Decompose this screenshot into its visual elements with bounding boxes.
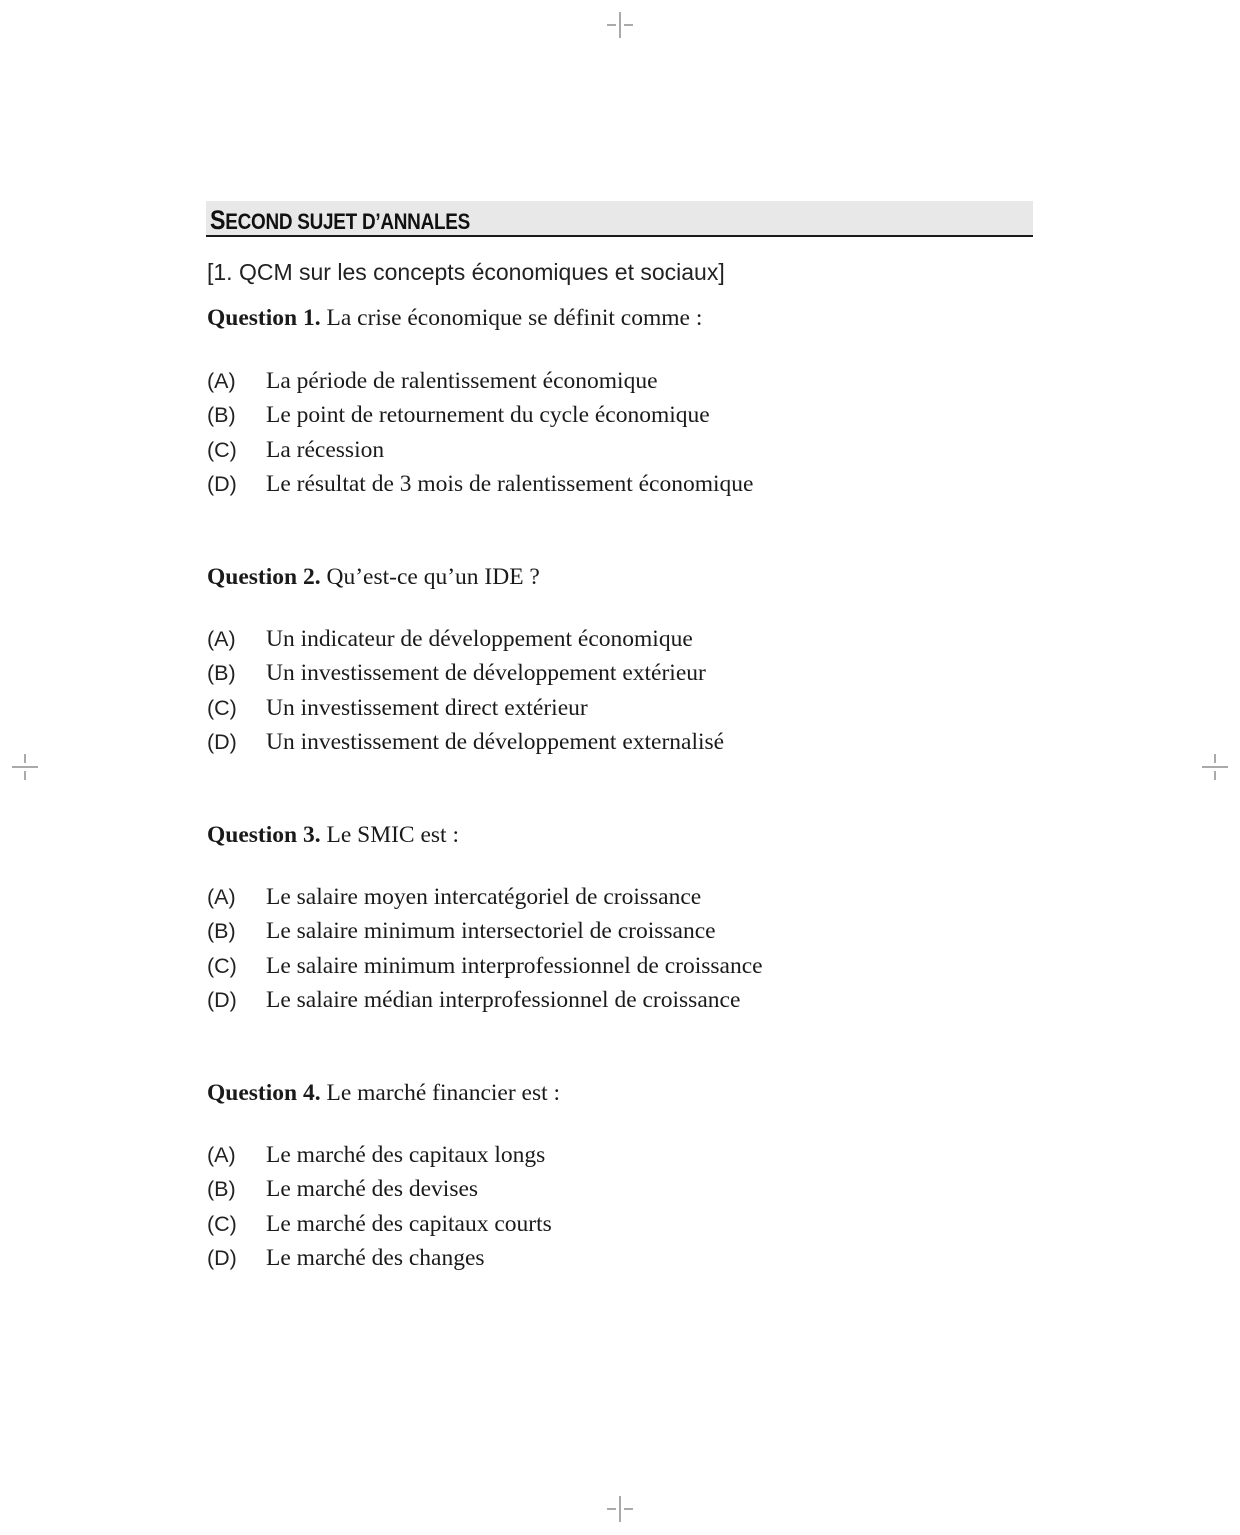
option-text: Le point de retournement du cycle économique xyxy=(266,402,710,429)
crop-mark-top xyxy=(607,12,633,38)
question-2 xyxy=(207,561,1037,756)
question-1 xyxy=(207,302,1037,498)
option-text: Le marché des capitaux longs xyxy=(266,1142,546,1168)
section-title-initial: S xyxy=(210,205,226,235)
question-text: Le SMIC est : xyxy=(326,822,459,848)
option-letter: (B) xyxy=(207,919,236,944)
crop-mark-left xyxy=(12,754,38,780)
option-text: Le salaire minimum interprofessionnel de croissance xyxy=(266,952,763,979)
option-letter: (C) xyxy=(207,953,237,978)
question-number: Question 4. xyxy=(207,1080,321,1106)
question-number: Question 2. xyxy=(207,564,321,590)
crop-mark-bottom xyxy=(607,1496,633,1522)
question-number: Question 3. xyxy=(207,822,321,848)
option-letter: (D) xyxy=(207,472,237,497)
option-letter: (A) xyxy=(207,885,236,909)
question-prompt xyxy=(207,561,1037,593)
question-text: Le marché financier est : xyxy=(326,1080,561,1106)
option-letter: (D) xyxy=(207,988,237,1013)
option-letter: (A) xyxy=(207,627,236,651)
option-letter: (B) xyxy=(207,1177,236,1202)
section-title xyxy=(210,205,470,236)
question-text: La crise économique se définit comme : xyxy=(326,305,703,331)
option-text: Un investissement direct extérieur xyxy=(266,694,588,721)
question-text: Qu’est-ce qu’un IDE ? xyxy=(326,564,540,590)
question-4 xyxy=(207,1077,1037,1272)
option-letter: (A) xyxy=(207,1143,236,1167)
crop-mark-right xyxy=(1202,754,1228,780)
question-prompt xyxy=(207,819,1037,851)
option-text: Le salaire médian interprofessionnel de croissance xyxy=(266,987,741,1014)
option-text: La récession xyxy=(266,436,385,463)
option-text: Un investissement de développement extérieur xyxy=(266,660,706,687)
option-letter: (C) xyxy=(207,1211,237,1236)
option-text: Un investissement de développement externalisé xyxy=(266,729,725,756)
option-text: Le résultat de 3 mois de ralentissement économique xyxy=(266,471,754,498)
option-text: Le salaire minimum intersectoriel de croissance xyxy=(266,918,716,945)
question-number: Question 1. xyxy=(207,305,321,331)
option-text: Le salaire moyen intercatégoriel de croissance xyxy=(266,884,702,910)
option-text: Le marché des capitaux courts xyxy=(266,1210,552,1237)
option-letter: (A) xyxy=(207,369,236,393)
option-letter: (D) xyxy=(207,730,237,755)
question-prompt xyxy=(207,1077,1037,1109)
option-letter: (D) xyxy=(207,1246,237,1271)
option-letter: (C) xyxy=(207,437,237,462)
section-title-rest: ECOND SUJET D’ANNALES xyxy=(225,209,471,234)
option-text: La période de ralentissement économique xyxy=(266,368,658,394)
question-3 xyxy=(207,819,1037,1014)
option-letter: (B) xyxy=(207,403,236,428)
option-letter: (B) xyxy=(207,661,236,686)
option-text: Le marché des changes xyxy=(266,1245,485,1272)
option-text: Un indicateur de développement économique xyxy=(266,626,693,652)
subheading: [1. QCM sur les concepts économiques et sociaux] xyxy=(207,259,725,285)
option-letter: (C) xyxy=(207,695,237,720)
question-prompt xyxy=(207,302,1037,334)
section-banner xyxy=(206,201,1033,237)
option-text: Le marché des devises xyxy=(266,1176,479,1203)
